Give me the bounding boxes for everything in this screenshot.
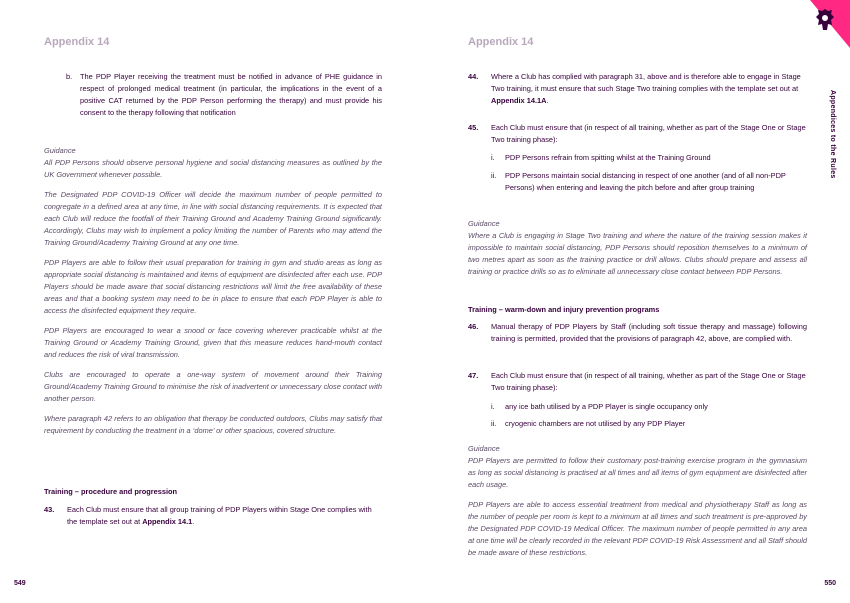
- item-44-body: [491, 71, 807, 107]
- right-page: [425, 0, 850, 603]
- item-43-text: Each Club must ensure that all group training of PDP Players within Stage One complies with the template set out at: [67, 505, 372, 526]
- appendices-side-label: Appendices to the Rules: [829, 90, 836, 179]
- left-guidance-label: Guidance: [44, 146, 76, 155]
- item-b: [66, 71, 382, 119]
- item-43-end: .: [192, 517, 195, 526]
- item-47-sub-i-text: any ice bath utilised by a PDP Player is single occupancy only: [505, 402, 708, 411]
- right-section-title: Training – warm-down and injury prevention programs: [468, 305, 660, 314]
- item-47-number: 47.: [468, 371, 479, 380]
- right-guidance-paragraph: Where a Club is engaging in Stage Two training and where the nature of the training session makes it impossible to maintain social distancing, PDP Persons should reposition themselves to a minimum of two metres apart as soon as the training practice or drill allows. Clubs should prepare and assess all training or practice drills so as to eliminate all unnecessary close contact between PDP Persons.: [468, 231, 807, 276]
- left-guidance-paragraph: All PDP Persons should observe personal hygiene and social distancing measures as outlined by the UK Government whenever possible.: [44, 158, 382, 179]
- item-45-sub-i-text: PDP Persons refrain from spitting whilst at the Training Ground: [505, 153, 711, 162]
- item-47-sub-ii-text: cryogenic chambers are not utilised by any PDP Player: [505, 419, 686, 428]
- premier-league-lion-icon: [815, 8, 835, 32]
- item-43-number: 43.: [44, 505, 55, 514]
- right-guidance-2: [468, 443, 807, 567]
- item-44-number: 44.: [468, 72, 479, 81]
- item-44-text: Where a Club has complied with paragraph 31, above and is therefore able to engage in Stage Two training, it must ensure that such Stage Two training complies with the template set out at: [491, 72, 801, 93]
- item-46-number: 46.: [468, 322, 479, 331]
- right-guidance-label: Guidance: [468, 219, 500, 228]
- item-45-sub-i-marker: i.: [491, 153, 495, 162]
- item-46-text: Manual therapy of PDP Players by Staff (including soft tissue therapy and massage) following training is permitted, provided that the provisions of paragraph 42, above, are complied with.: [491, 322, 807, 343]
- item-b-text: The PDP Player receiving the treatment must be notified in advance of PHE guidance in respect of prolonged medical treatment (in particular, the implications in the event of a positive CAT returned by the PDP Person performing the therapy) and must provide his consent to the therapy following that notification: [80, 72, 382, 117]
- item-45-sub-ii-marker: ii.: [491, 171, 497, 180]
- left-guidance-paragraph: PDP Players are able to follow their usual preparation for training in gym and studio areas as long as appropriate social distancing is maintained and items of equipment are disinfected after each use. PDP Players should be made aware that social distancing restrictions will limit the free availability of these areas and that a booking system may need to be in place to ensure that each PDP Player is able to access the disinfected equipment they require.: [44, 258, 382, 315]
- item-b-marker: b.: [66, 72, 73, 81]
- right-guidance-label-2: Guidance: [468, 444, 500, 453]
- right-guidance-paragraph: PDP Players are permitted to follow their customary post-training exercise program in the gymnasium as long as social distancing is practised at all times and all items of gym equipment are disinfected after each usage.: [468, 456, 807, 489]
- left-guidance-paragraph: PDP Players are encouraged to wear a snood or face covering wherever practicable whilst at the Training Ground or Academy Training Ground, given that this measure reduces hand-mouth contact and reduces the risk of viral transmission.: [44, 326, 382, 359]
- left-appendix-header: Appendix 14: [44, 36, 110, 48]
- item-47-sub-i-marker: i.: [491, 402, 495, 411]
- item-43-body: [67, 504, 382, 528]
- left-guidance-paragraph: The Designated PDP COVID-19 Officer will decide the maximum number of people permitted to congregate in a defined area at any time, in line with social distancing requirements. It is expected that each Club will reduce the footfall of their Training Ground and Academy Training Ground significantly. Accordingly, Clubs may wish to implement a policy limiting the number of Parents who may attend the Training Ground/Academy Training Ground at any one time.: [44, 190, 382, 247]
- item-45-text: Each Club must ensure that (in respect of all training, whether as part of the Stage One or Stage Two training phase):: [491, 123, 806, 144]
- item-45-number: 45.: [468, 123, 479, 132]
- right-appendix-header: Appendix 14: [468, 36, 534, 48]
- item-44-end: .: [546, 96, 549, 105]
- item-45-sub-ii-text: PDP Persons maintain social distancing in respect of one another (and of all non-PDP Persons) when entering and leaving the pitch before and after group training: [505, 171, 786, 192]
- left-page-number: 549: [14, 580, 26, 587]
- item-44-ref: Appendix 14.1A: [491, 96, 547, 105]
- right-page-number: 550: [824, 580, 836, 587]
- right-guidance-paragraph: PDP Players are able to access essential treatment from medical and physiotherapy Staff as long as the number of people per room is kept to a minimum at all times and such treatment is pre-approved by the Designated PDP COVID-19 Medical Officer. The maximum number of people permitted in any area at one time will be clearly recorded in the relevant PDP COVID-19 Risk Assessment and all Staff should be made aware of these restrictions.: [468, 500, 807, 557]
- left-guidance-paragraph: Clubs are encouraged to operate a one-way system of movement around their Training Ground/Academy Training Ground to minimise the risk of inadvertent or unnecessary close contact with another person.: [44, 370, 382, 403]
- item-43-ref: Appendix 14.1: [142, 517, 193, 526]
- left-guidance-paragraph: Where paragraph 42 refers to an obligation that therapy be conducted outdoors, Clubs may satisfy that requirement by conducting the treatment in a ‘dome’ or other spacious, covered structure.: [44, 414, 382, 435]
- item-47-text: Each Club must ensure that (in respect of all training, whether as part of the Stage One or Stage Two training phase):: [491, 371, 806, 392]
- left-guidance: [44, 145, 382, 445]
- right-guidance-1: [468, 218, 807, 286]
- left-section-title: Training – procedure and progression: [44, 487, 178, 496]
- item-47-sub-ii-marker: ii.: [491, 419, 497, 428]
